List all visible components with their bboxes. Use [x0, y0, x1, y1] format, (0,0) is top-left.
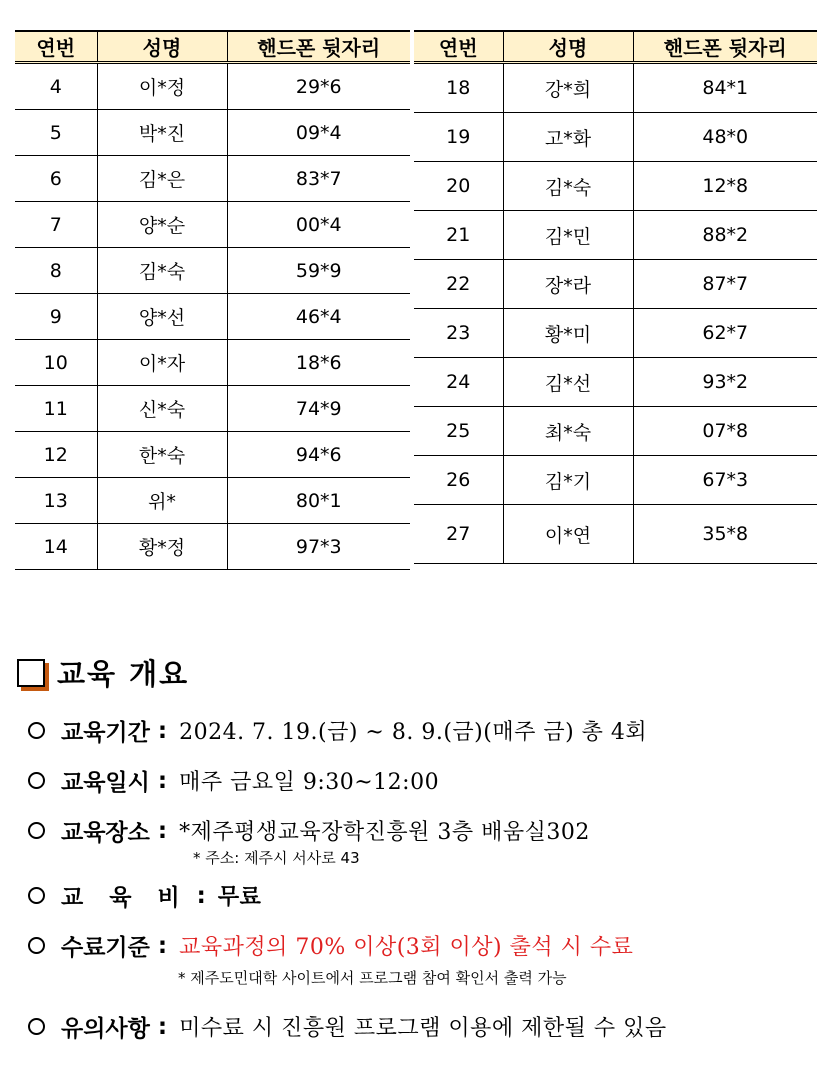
cell-number: 20	[414, 162, 503, 211]
cell-number: 18	[414, 63, 503, 113]
checkbox-square-icon	[17, 659, 45, 687]
cell-phone: 07*8	[633, 407, 817, 456]
cell-name: 장*라	[503, 260, 633, 309]
cell-phone: 67*3	[633, 456, 817, 505]
section-title: 교육 개요	[57, 657, 190, 691]
item-colon: :	[157, 767, 168, 794]
header-number: 연번	[414, 31, 503, 63]
circle-bullet-icon	[28, 822, 45, 839]
item-value: 교육과정의 70% 이상(3회 이상) 출석 시 수료	[179, 935, 634, 960]
circle-bullet-icon	[28, 722, 45, 739]
cell-name: 위*	[97, 478, 227, 524]
cell-number: 7	[15, 202, 97, 248]
cell-phone: 97*3	[227, 524, 410, 570]
header-name: 성명	[503, 31, 633, 63]
item-colon: :	[157, 932, 168, 959]
cell-phone: 87*7	[633, 260, 817, 309]
circle-bullet-icon	[28, 887, 45, 904]
cell-name: 박*진	[97, 110, 227, 156]
cell-number: 21	[414, 211, 503, 260]
item-value: 무료	[217, 885, 262, 910]
cell-name: 김*민	[503, 211, 633, 260]
cell-name: 김*선	[503, 358, 633, 407]
circle-bullet-icon	[28, 772, 45, 789]
cell-number: 25	[414, 407, 503, 456]
overview-item-notice	[28, 1010, 667, 1043]
participant-table-left	[15, 30, 410, 570]
item-value: 매주 금요일 9:30~12:00	[179, 770, 440, 795]
header-number: 연번	[15, 31, 97, 63]
cell-phone: 88*2	[633, 211, 817, 260]
cell-name: 황*미	[503, 309, 633, 358]
cell-phone: 12*8	[633, 162, 817, 211]
cell-phone: 46*4	[227, 294, 410, 340]
cell-name: 김*숙	[97, 248, 227, 294]
header-phone: 핸드폰 뒷자리	[227, 31, 410, 63]
cell-number: 10	[15, 340, 97, 386]
table-header-row	[414, 31, 817, 63]
section-heading	[17, 652, 189, 693]
table-row	[414, 63, 817, 113]
cell-number: 12	[15, 432, 97, 478]
table-row	[15, 340, 410, 386]
circle-bullet-icon	[28, 1018, 45, 1035]
table-row	[15, 63, 410, 110]
cell-name: 강*희	[503, 63, 633, 113]
table-row	[15, 248, 410, 294]
cell-phone: 35*8	[633, 505, 817, 564]
header-name: 성명	[97, 31, 227, 63]
cell-phone: 84*1	[633, 63, 817, 113]
place-note: * 주소: 제주시 서사로 43	[193, 849, 360, 867]
table-row	[15, 432, 410, 478]
item-label: 교육장소	[61, 820, 150, 846]
cell-name: 신*숙	[97, 386, 227, 432]
cell-phone: 29*6	[227, 63, 410, 110]
item-label: 교육기간	[61, 720, 150, 746]
table-row	[414, 358, 817, 407]
table-row	[15, 202, 410, 248]
table-row	[414, 407, 817, 456]
cell-name: 이*자	[97, 340, 227, 386]
cell-name: 황*정	[97, 524, 227, 570]
overview-item-period	[28, 714, 647, 747]
cell-phone: 74*9	[227, 386, 410, 432]
cell-number: 5	[15, 110, 97, 156]
item-colon: :	[196, 882, 206, 909]
cell-phone: 59*9	[227, 248, 410, 294]
overview-item-fee	[28, 879, 261, 912]
cell-phone: 94*6	[227, 432, 410, 478]
cell-phone: 83*7	[227, 156, 410, 202]
cell-number: 24	[414, 358, 503, 407]
cell-number: 22	[414, 260, 503, 309]
cell-name: 양*선	[97, 294, 227, 340]
table-row	[414, 162, 817, 211]
cell-number: 8	[15, 248, 97, 294]
cell-number: 19	[414, 113, 503, 162]
table-row	[15, 478, 410, 524]
table-row	[414, 456, 817, 505]
cell-number: 13	[15, 478, 97, 524]
cell-phone: 62*7	[633, 309, 817, 358]
cell-name: 김*은	[97, 156, 227, 202]
cell-name: 최*숙	[503, 407, 633, 456]
item-value: *제주평생교육장학진흥원 3층 배움실302	[179, 820, 590, 845]
table-header-row	[15, 31, 410, 63]
cell-phone: 48*0	[633, 113, 817, 162]
cell-number: 4	[15, 63, 97, 110]
cell-name: 양*순	[97, 202, 227, 248]
table-row	[15, 294, 410, 340]
item-label: 교 육 비	[61, 885, 189, 911]
cell-number: 9	[15, 294, 97, 340]
circle-bullet-icon	[28, 937, 45, 954]
cell-number: 14	[15, 524, 97, 570]
item-label: 수료기준	[61, 935, 150, 961]
table-row	[15, 110, 410, 156]
cell-number: 23	[414, 309, 503, 358]
table-row	[15, 386, 410, 432]
completion-note: * 제주도민대학 사이트에서 프로그램 참여 확인서 출력 가능	[178, 969, 567, 987]
cell-number: 26	[414, 456, 503, 505]
overview-item-time	[28, 764, 439, 797]
overview-item-place	[28, 814, 590, 847]
cell-phone: 80*1	[227, 478, 410, 524]
item-colon: :	[157, 817, 168, 844]
table-row	[414, 113, 817, 162]
cell-number: 6	[15, 156, 97, 202]
table-row	[15, 524, 410, 570]
cell-name: 이*연	[503, 505, 633, 564]
cell-phone: 00*4	[227, 202, 410, 248]
header-phone: 핸드폰 뒷자리	[633, 31, 817, 63]
table-row	[414, 260, 817, 309]
cell-name: 이*정	[97, 63, 227, 110]
item-value: 2024. 7. 19.(금) ~ 8. 9.(금)(매주 금) 총 4회	[179, 720, 648, 745]
item-colon: :	[157, 1013, 168, 1040]
cell-name: 김*숙	[503, 162, 633, 211]
cell-phone: 93*2	[633, 358, 817, 407]
cell-name: 한*숙	[97, 432, 227, 478]
item-colon: :	[157, 717, 168, 744]
cell-number: 11	[15, 386, 97, 432]
cell-name: 김*기	[503, 456, 633, 505]
item-label: 교육일시	[61, 770, 150, 796]
table-row	[414, 309, 817, 358]
item-label: 유의사항	[61, 1016, 150, 1042]
item-value: 미수료 시 진흥원 프로그램 이용에 제한될 수 있음	[179, 1016, 667, 1041]
cell-phone: 09*4	[227, 110, 410, 156]
cell-name: 고*화	[503, 113, 633, 162]
cell-phone: 18*6	[227, 340, 410, 386]
table-row	[414, 211, 817, 260]
overview-item-completion	[28, 929, 633, 962]
participant-table-right	[414, 30, 817, 564]
table-row	[15, 156, 410, 202]
table-row	[414, 505, 817, 564]
cell-number: 27	[414, 505, 503, 564]
